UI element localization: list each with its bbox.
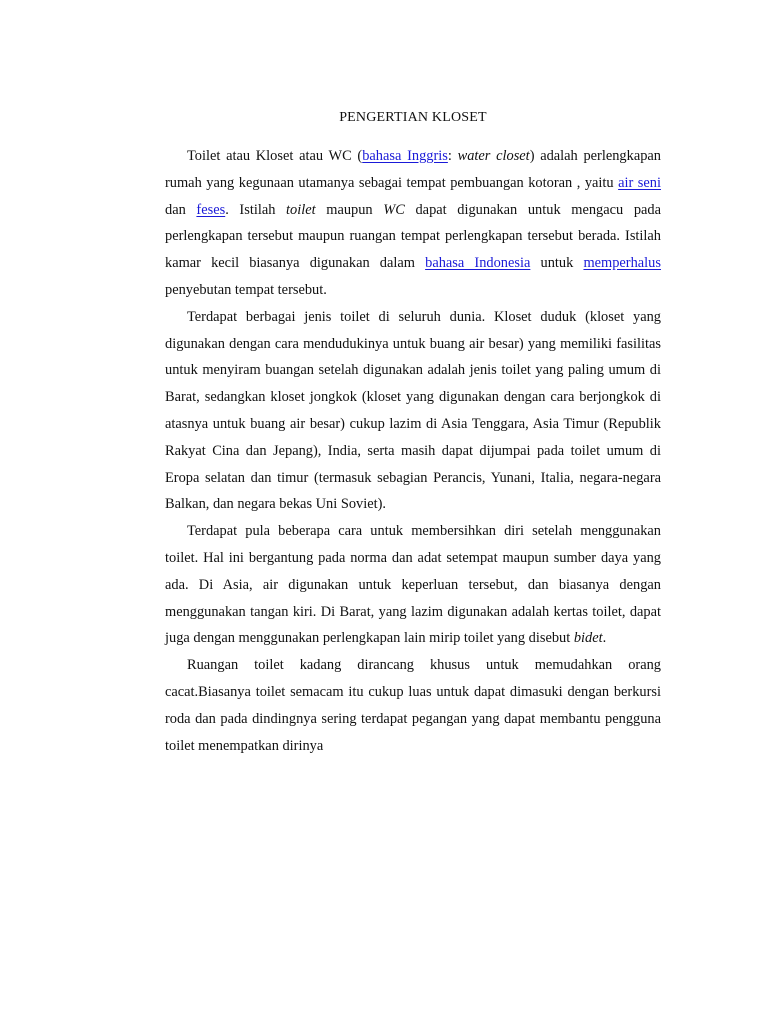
paragraph-4: Ruangan toilet kadang dirancang khusus untuk memudahkan orang cacat.Biasanya toilet semacam itu cukup luas untuk dapat dimasuki dengan berkursi roda dan pada dindingnya sering terdapat pegangan yang dapat membantu pengguna toilet menempatkan dirinya <box>165 657 661 754</box>
text-segment: Toilet atau Kloset atau WC ( <box>187 148 363 164</box>
link-bahasa-indonesia[interactable]: bahasa Indonesia <box>425 255 531 272</box>
link-bahasa-inggris[interactable]: bahasa Inggris <box>362 148 448 164</box>
link-feses[interactable]: feses <box>196 201 226 218</box>
text-segment: penyebutan tempat tersebut. <box>165 281 327 298</box>
text-segment: : <box>447 148 458 164</box>
paragraph-2: Terdapat berbagai jenis toilet di seluruh dunia. Kloset duduk (kloset yang digunakan dengan cara mendudukinya untuk buang air besar) yang memiliki fasilitas untuk menyiram buangan setelah digunakan adalah jenis toilet yang paling umum di Barat, sedangkan kloset jongkok (kloset yang digunakan dengan cara berjongkok di atasnya untuk buang air besar) cukup lazim di Asia Tenggara, Asia Timur (Republik Rakyat Cina dan Jepang), India, serta masih dapat dijumpai pada toilet umum di Eropa selatan dan timur (termasuk sebagian Perancis, Yunani, Italia, negara-negara Balkan, dan negara bekas Uni Soviet). <box>165 308 661 513</box>
link-air-seni[interactable]: air seni <box>618 174 661 191</box>
text-segment: Terdapat pula beberapa cara untuk membersihkan diri setelah menggunakan toilet. Hal ini bergantung pada norma dan adat setempat maupun sumber daya yang ada. Di Asia, air digunakan untuk keperluan tersebut, dan biasanya dengan menggunakan tangan kiri. Di Barat, yang lazim digunakan adalah kertas toilet, dapat juga dengan menggunakan perlengkapan lain mirip toilet yang disebut <box>165 523 661 647</box>
text-segment: maupun <box>315 201 384 218</box>
link-memperhalus[interactable]: memperhalus <box>583 255 661 272</box>
paragraph-1 <box>165 143 661 304</box>
paragraph-3 <box>165 518 661 652</box>
text-segment: . <box>602 630 607 647</box>
document-title: PENGERTIAN KLOSET <box>339 110 487 125</box>
italic-term: bidet <box>573 630 603 647</box>
italic-term: water closet <box>457 148 530 164</box>
italic-term: toilet <box>286 201 316 218</box>
text-segment: dan <box>165 201 197 218</box>
text-segment: . Istilah <box>225 201 287 218</box>
italic-term: WC <box>383 201 405 218</box>
text-segment: untuk <box>530 255 584 272</box>
text-segment: dapat digunakan untuk mengacu pada perlengkapan tersebut maupun ruangan tempat perlengkapan tersebut berada. Istilah kamar kecil biasanya digunakan dalam <box>165 201 662 272</box>
text-segment: ) adalah perlengkapan rumah yang kegunaan utamanya sebagai tempat pembuangan kotoran , yaitu <box>165 148 661 191</box>
